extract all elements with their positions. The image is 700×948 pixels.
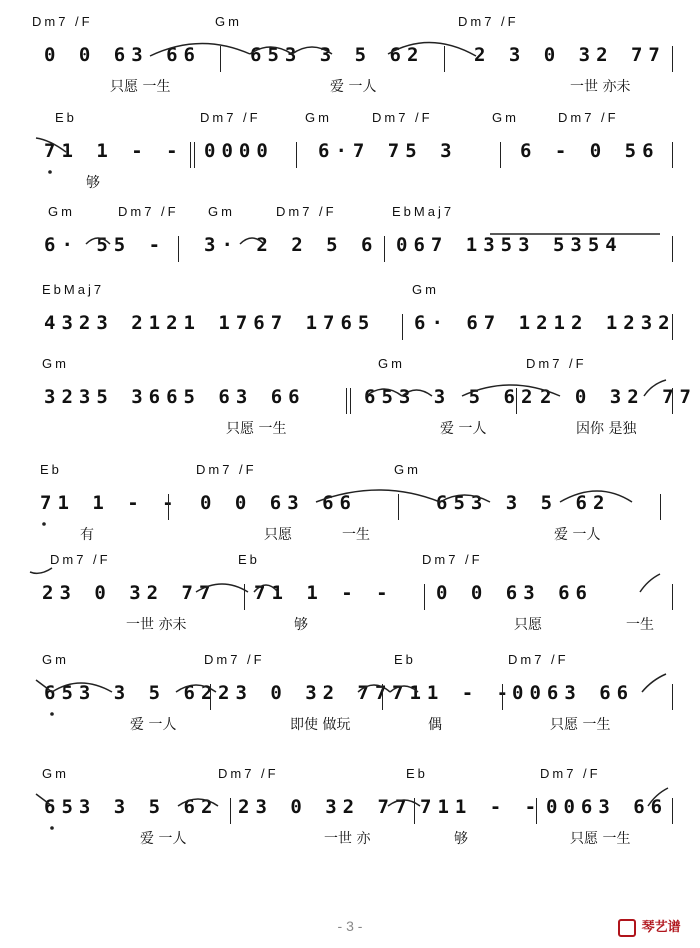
notation-row <box>0 682 700 710</box>
lyric-text: 只愿 一生 <box>226 421 287 437</box>
lyric-row <box>0 828 700 850</box>
barline <box>210 684 211 710</box>
site-logo <box>618 916 681 937</box>
score-system-8 <box>0 652 700 742</box>
barline <box>444 46 445 72</box>
chord-row <box>0 204 700 224</box>
barline <box>672 314 673 340</box>
chord-row <box>0 14 700 34</box>
measure-notes: 653 3 5 62 <box>436 492 611 514</box>
notation-row <box>0 796 700 824</box>
chord-row <box>0 552 700 572</box>
barline <box>672 684 673 710</box>
measure-notes: 0000 <box>204 140 274 162</box>
lyric-text: 一世 亦 <box>324 831 371 847</box>
score-system-6 <box>0 462 700 552</box>
notation-row <box>0 312 700 340</box>
lyric-row <box>0 76 700 98</box>
chord-label: Eb <box>55 110 77 125</box>
chord-label: Dm7 /F <box>526 356 587 371</box>
chord-label: Dm7 /F <box>458 14 519 29</box>
measure-notes: 23 0 32 77 <box>42 582 217 604</box>
lyric-text: 一生 <box>626 617 654 633</box>
barline <box>296 142 297 168</box>
chord-label: Dm7 /F <box>218 766 279 781</box>
chord-label: Gm <box>394 462 421 477</box>
chord-row <box>0 652 700 672</box>
lyric-row <box>0 524 700 546</box>
chord-label: Gm <box>492 110 519 125</box>
score-system-3 <box>0 204 700 294</box>
barline <box>190 142 195 168</box>
chord-label: Gm <box>42 766 69 781</box>
chord-label: Gm <box>215 14 242 29</box>
measure-notes: 711 - - <box>392 682 515 704</box>
barline <box>402 314 403 340</box>
logo-icon <box>618 919 636 937</box>
chord-label: Dm7 /F <box>50 552 111 567</box>
chord-label: Dm7 /F <box>200 110 261 125</box>
page-number: - 3 - <box>337 918 363 934</box>
barline <box>414 798 415 824</box>
measure-notes: 0063 66 <box>546 796 669 818</box>
score-system-1 <box>0 14 700 104</box>
chord-label: Dm7 /F <box>422 552 483 567</box>
chord-label: Gm <box>42 356 69 371</box>
lyric-text: 只愿 <box>264 527 292 543</box>
measure-notes: 0 0 63 66 <box>436 582 593 604</box>
measure-notes: 6· 55 - <box>44 234 167 256</box>
score-system-9 <box>0 766 700 856</box>
barline <box>672 388 673 414</box>
chord-label: Dm7 /F <box>540 766 601 781</box>
chord-label: Gm <box>412 282 439 297</box>
measure-notes: 653 3 5 62 <box>364 386 539 408</box>
lyric-text: 偶 <box>428 717 442 733</box>
barline <box>382 684 383 710</box>
measure-notes: 0 0 63 66 <box>200 492 357 514</box>
barline <box>660 494 661 520</box>
lyric-text: 爱 一人 <box>440 421 487 437</box>
barline <box>672 798 673 824</box>
score-system-5 <box>0 356 700 446</box>
notation-row <box>0 234 700 262</box>
measure-notes: 067 1353 5354 <box>396 234 623 256</box>
measure-notes: 653 3 5 62 <box>44 796 219 818</box>
lyric-text: 只愿 一生 <box>570 831 631 847</box>
logo-text: 琴艺谱 <box>641 919 681 934</box>
notation-row <box>0 44 700 72</box>
barline <box>384 236 385 262</box>
chord-label: Dm7 /F <box>196 462 257 477</box>
chord-label: Dm7 /F <box>276 204 337 219</box>
chord-label: EbMaj7 <box>42 282 105 297</box>
lyric-text: 只愿 一生 <box>550 717 611 733</box>
barline <box>672 584 673 610</box>
chord-label: Dm7 /F <box>508 652 569 667</box>
chord-label: Gm <box>48 204 75 219</box>
measure-notes: 71 1 - - <box>40 492 180 514</box>
barline <box>672 236 673 262</box>
lyric-text: 爱 一人 <box>130 717 177 733</box>
lyric-text: 够 <box>86 175 100 191</box>
chord-label: Dm7 /F <box>204 652 265 667</box>
barline <box>178 236 179 262</box>
chord-label: Dm7 /F <box>118 204 179 219</box>
barline <box>424 584 425 610</box>
barline <box>244 584 245 610</box>
lyric-row <box>0 172 700 194</box>
measure-notes: 23 0 32 77 <box>218 682 393 704</box>
chord-label: EbMaj7 <box>392 204 455 219</box>
measure-notes: 653 3 5 62 <box>250 44 425 66</box>
measure-notes: 6·7 75 3 <box>318 140 458 162</box>
measure-notes: 653 3 5 62 <box>44 682 219 704</box>
lyric-row <box>0 714 700 736</box>
barline <box>220 46 221 72</box>
notation-row <box>0 492 700 520</box>
barline <box>536 798 537 824</box>
lyric-row <box>0 418 700 440</box>
barline <box>500 142 501 168</box>
measure-notes: 2 0 32 77 <box>540 386 697 408</box>
chord-label: Dm7 /F <box>372 110 433 125</box>
notation-row <box>0 140 700 168</box>
chord-label: Dm7 /F <box>558 110 619 125</box>
barline <box>672 142 673 168</box>
chord-label: Gm <box>378 356 405 371</box>
chord-label: Gm <box>42 652 69 667</box>
chord-row <box>0 110 700 130</box>
measure-notes: 6· 67 1212 1232 <box>414 312 676 334</box>
lyric-text: 够 <box>454 831 468 847</box>
lyric-text: 一生 <box>342 527 370 543</box>
measure-notes: 71 1 - - <box>254 582 394 604</box>
measure-notes: 711 - - <box>420 796 543 818</box>
lyric-text: 只愿 一生 <box>110 79 171 95</box>
measure-notes: 2 3 0 32 77 <box>474 44 666 66</box>
score-system-7 <box>0 552 700 642</box>
repeat-barline <box>346 388 351 414</box>
score-system-2 <box>0 110 700 200</box>
chord-label: Eb <box>394 652 416 667</box>
barline <box>168 494 169 520</box>
barline <box>516 388 517 414</box>
chord-row <box>0 766 700 786</box>
chord-label: Eb <box>40 462 62 477</box>
lyric-text: 够 <box>294 617 308 633</box>
measure-notes: 6 - 0 56 <box>520 140 660 162</box>
chord-row <box>0 356 700 376</box>
lyric-text: 有 <box>80 527 94 543</box>
lyric-text: 爱 一人 <box>140 831 187 847</box>
barline <box>230 798 231 824</box>
chord-label: Eb <box>406 766 428 781</box>
chord-row <box>0 282 700 302</box>
lyric-text: 爱 一人 <box>554 527 601 543</box>
chord-label: Gm <box>208 204 235 219</box>
lyric-text: 一世 亦未 <box>570 79 631 95</box>
measure-notes: 3235 3665 63 66 <box>44 386 306 408</box>
chord-row <box>0 462 700 482</box>
measure-notes: 0 0 63 66 <box>44 44 201 66</box>
lyric-text: 一世 亦未 <box>126 617 187 633</box>
lyric-text: 爱 一人 <box>330 79 377 95</box>
chord-label: Dm7 /F <box>32 14 93 29</box>
barline <box>398 494 399 520</box>
chord-label: Gm <box>305 110 332 125</box>
measure-notes: 4323 2121 1767 1765 <box>44 312 376 334</box>
lyric-text: 只愿 <box>514 617 542 633</box>
chord-label: Eb <box>238 552 260 567</box>
lyric-text: 即使 做玩 <box>290 717 351 733</box>
barline <box>672 46 673 72</box>
barline <box>502 684 503 710</box>
measure-notes: 3· 2 2 5 6 <box>204 234 379 256</box>
lyric-text: 因你 是独 <box>576 421 637 437</box>
lyric-row <box>0 614 700 636</box>
measure-notes: 0063 66 <box>512 682 635 704</box>
notation-row <box>0 582 700 610</box>
measure-notes: 71 1 - - <box>44 140 184 162</box>
measure-notes: 23 0 32 77 <box>238 796 413 818</box>
